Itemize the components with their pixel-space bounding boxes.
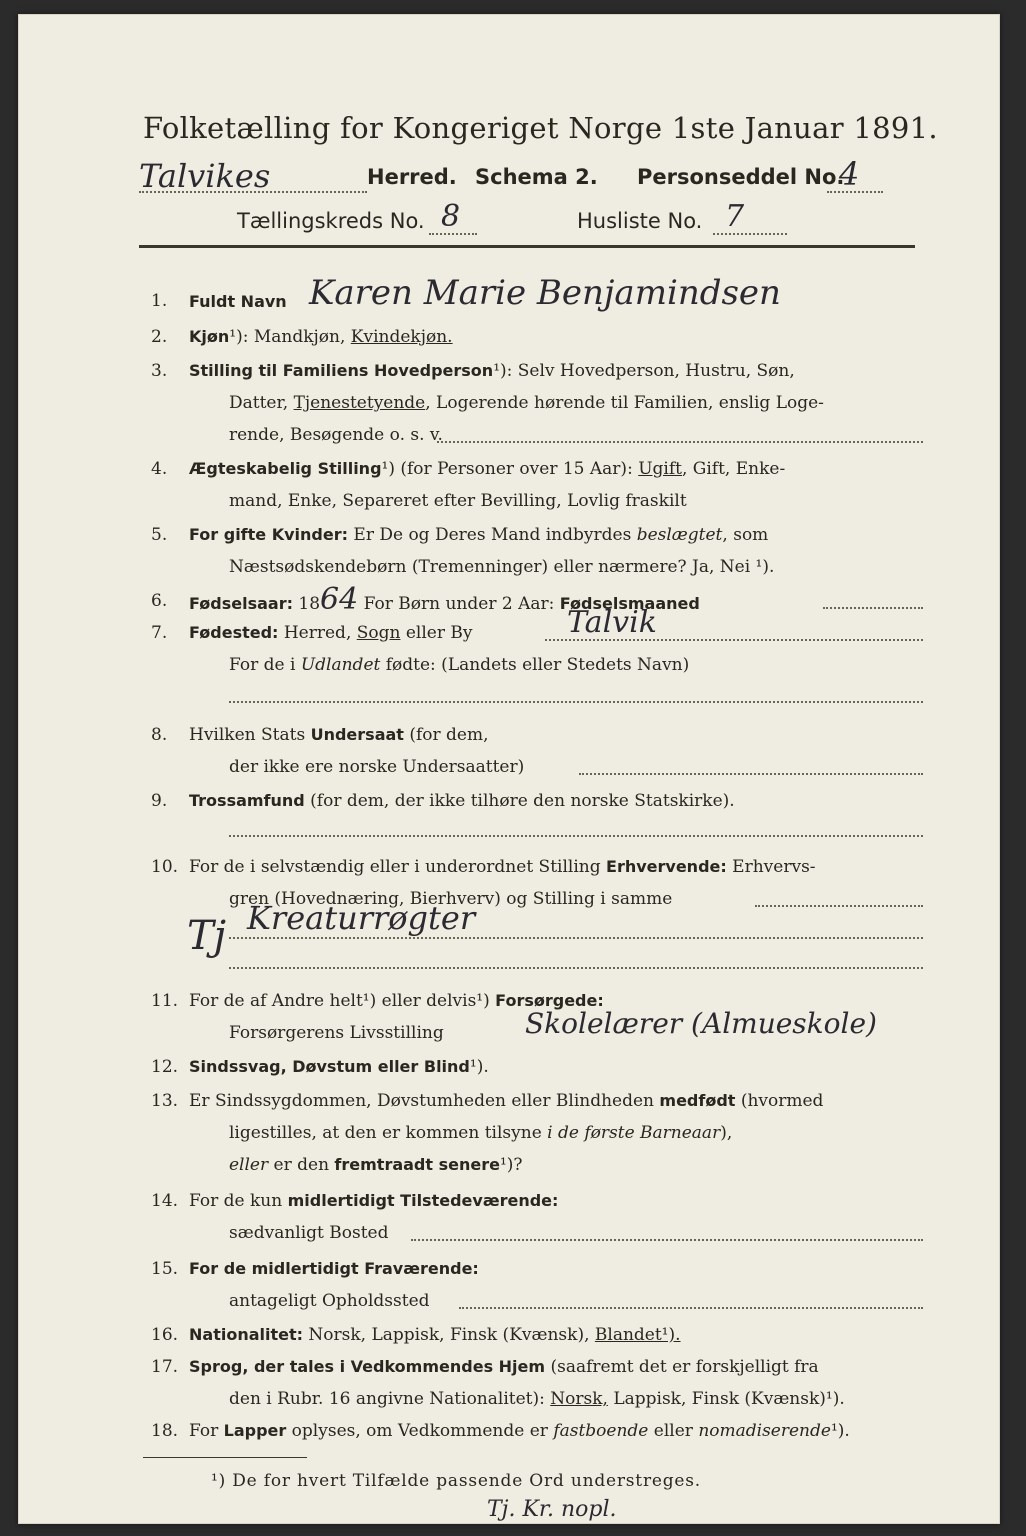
husliste-value: 7	[725, 199, 745, 234]
occupation-dots-3	[229, 967, 923, 969]
margin-note: Tj. Kr. nopl.	[487, 1497, 617, 1522]
herred-label: Herred.	[367, 165, 457, 189]
supported-row-2: Forsørgerens Livsstilling	[229, 1023, 444, 1043]
form-title: Folketælling for Kongeriget Norge 1ste Januar 1891.	[143, 111, 938, 145]
position-dots	[437, 441, 923, 443]
foreign-birth-dots	[229, 701, 923, 703]
personseddel-label: Personseddel No.	[637, 165, 845, 189]
item-number: 13.	[151, 1091, 179, 1111]
temp-absent-row: For de midlertidigt Fraværende:	[189, 1259, 479, 1278]
item-number: 3.	[151, 361, 168, 381]
item-number: 14.	[151, 1191, 179, 1211]
sex-selected: Kvindekjøn.	[350, 327, 453, 347]
congenital-row-2: ligestilles, at den er kommen tilsyne i de første Barneaar),	[229, 1123, 733, 1143]
husliste-label: Husliste No.	[577, 209, 703, 233]
position-selected: Tjenestetyende	[293, 393, 426, 413]
sex-row	[189, 327, 453, 347]
personseddel-dots	[827, 191, 883, 193]
schema-label: Schema 2.	[475, 165, 598, 189]
birth-year-value: 64	[320, 582, 359, 617]
kreds-value: 8	[441, 199, 461, 234]
birthplace-row: Fødested: Herred, Sogn eller By	[189, 623, 473, 643]
stay-place-label: antageligt Opholdssted	[229, 1291, 430, 1311]
footnote: ¹) De for hvert Tilfælde passende Ord understreges.	[211, 1471, 701, 1491]
position-options: ¹): Selv Hovedperson, Hustru, Søn,	[493, 361, 795, 381]
occupation-value: Kreaturrøgter	[247, 899, 476, 937]
foreign-birth-row: For de i Udlandet fødte: (Landets eller Stedets Navn)	[229, 655, 690, 675]
birth-month-dots	[823, 607, 923, 609]
husliste-dots	[713, 233, 787, 235]
item-number: 7.	[151, 623, 168, 643]
sex-options: ): Mandkjøn,	[236, 327, 351, 347]
item-number: 16.	[151, 1325, 179, 1345]
birth-year-row: Fødselsaar: 1864 For Børn under 2 Aar: Fødselsmaaned	[189, 582, 700, 617]
marital-row-2: mand, Enke, Separeret efter Bevilling, Lovlig fraskilt	[229, 491, 687, 511]
nationality-selected: Blandet¹).	[594, 1325, 681, 1345]
temp-present-row: For de kun midlertidigt Tilstedeværende:	[189, 1191, 559, 1211]
item-number: 8.	[151, 725, 168, 745]
supported-row: For de af Andre helt¹) eller delvis¹) Forsørgede:	[189, 991, 604, 1011]
marital-row: Ægteskabelig Stilling¹) (for Personer over 15 Aar): Ugift, Gift, Enke-	[189, 459, 786, 479]
religion-dots	[229, 835, 923, 837]
kreds-dots	[429, 233, 477, 235]
occupation-row-2: gren (Hovednæring, Bierhverv) og Stilling i samme	[229, 889, 673, 909]
item-number: 10.	[151, 857, 179, 877]
position-row-3: rende, Besøgende o. s. v.	[229, 425, 443, 445]
position-row	[189, 361, 795, 381]
disability-row: Sindssvag, Døvstum eller Blind¹).	[189, 1057, 489, 1077]
stay-place-dots	[459, 1307, 923, 1309]
occupation-mark: Tj	[187, 913, 227, 959]
married-women-row-2: Næstsødskendebørn (Tremenninger) eller nærmere? Ja, Nei ¹).	[229, 557, 775, 577]
nationality-row: Nationalitet: Norsk, Lappisk, Finsk (Kvænsk), Blandet¹).	[189, 1325, 681, 1345]
item-number: 1.	[151, 291, 168, 311]
marital-selected: Ugift	[638, 459, 682, 479]
item-number: 5.	[151, 525, 168, 545]
marital-label: Ægteskabelig Stilling	[189, 459, 382, 478]
religion-row: Trossamfund (for dem, der ikke tilhøre den norske Statskirke).	[189, 791, 735, 811]
supporter-value: Skolelærer (Almueskole)	[525, 1007, 877, 1040]
footnote-rule	[143, 1457, 307, 1458]
full-name-value: Karen Marie Benjamindsen	[309, 273, 781, 313]
item-number: 18.	[151, 1421, 179, 1441]
item-number: 12.	[151, 1057, 179, 1077]
married-women-row: For gifte Kvinder: Er De og Deres Mand indbyrdes beslægtet, som	[189, 525, 769, 545]
occupation-dots-1	[755, 905, 923, 907]
item-number: 2.	[151, 327, 168, 347]
header-rule	[139, 245, 915, 248]
item-number: 15.	[151, 1259, 179, 1279]
item-number: 9.	[151, 791, 168, 811]
herred-dots	[139, 191, 367, 193]
full-name-label: Fuldt Navn	[189, 292, 287, 311]
birthplace-value: Talvik	[567, 605, 657, 640]
usual-residence-dots	[411, 1239, 923, 1241]
usual-residence-label: sædvanligt Bosted	[229, 1223, 389, 1243]
congenital-row: Er Sindssygdommen, Døvstumheden eller Blindheden medfødt (hvormed	[189, 1091, 824, 1111]
occupation-row: For de i selvstændig eller i underordnet Stilling Erhvervende: Erhvervs-	[189, 857, 816, 877]
citizenship-row: Hvilken Stats Undersaat (for dem,	[189, 725, 489, 745]
birthplace-dots	[545, 639, 923, 641]
kreds-label: Tællingskreds No.	[237, 209, 425, 233]
herred-value: Talvikes	[139, 157, 271, 195]
item-number: 6.	[151, 591, 168, 611]
personseddel-value: 4	[839, 155, 860, 193]
item-number: 4.	[151, 459, 168, 479]
language-row: Sprog, der tales i Vedkommendes Hjem (saafremt det er forskjelligt fra	[189, 1357, 819, 1377]
birthplace-selected: Sogn	[356, 623, 401, 643]
position-label: Stilling til Familiens Hovedperson	[189, 361, 494, 380]
position-row-2: Datter, Tjenestetyende, Logerende hørende til Familien, enslig Loge-	[229, 393, 824, 413]
language-row-2: den i Rubr. 16 angivne Nationalitet): Norsk, Lappisk, Finsk (Kvænsk)¹).	[229, 1389, 845, 1409]
sex-label: Kjøn	[189, 327, 230, 346]
citizenship-row-2: der ikke ere norske Undersaatter)	[229, 757, 525, 777]
language-selected: Norsk,	[550, 1389, 608, 1409]
item-number: 11.	[151, 991, 179, 1011]
congenital-row-3: eller er den fremtraadt senere¹)?	[229, 1155, 523, 1175]
citizenship-dots	[579, 773, 923, 775]
lapp-row: For Lapper oplyses, om Vedkommende er fastboende eller nomadiserende¹).	[189, 1421, 850, 1441]
census-form-sheet	[18, 14, 1000, 1524]
sup-mark: ¹	[229, 327, 237, 347]
occupation-dots-2	[229, 937, 923, 939]
item-number: 17.	[151, 1357, 179, 1377]
